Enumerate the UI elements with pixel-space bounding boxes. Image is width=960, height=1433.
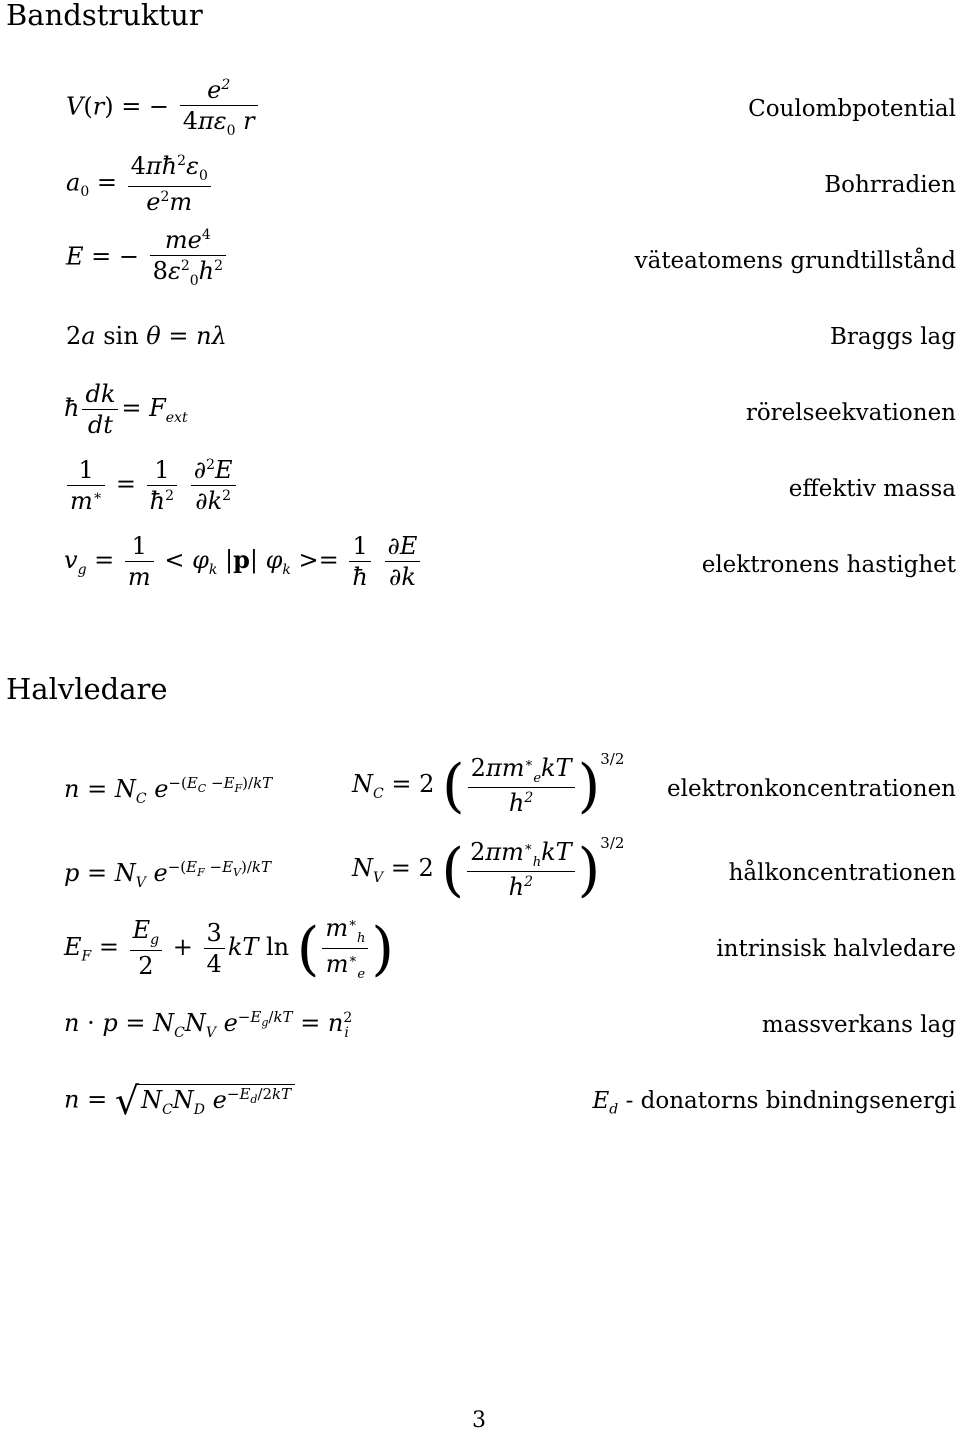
label-halkonc: hålkoncentrationen <box>728 860 956 886</box>
label-grundtillstand: väteatomens grundtillstånd <box>634 248 956 274</box>
label-elektronkonc: elektronkoncentrationen <box>667 776 956 802</box>
label-intrinsisk: intrinsisk halvledare <box>716 936 956 962</box>
page-number: 3 <box>472 1408 486 1433</box>
symbol-ed: $E_d$ <box>592 1088 619 1118</box>
label-donator-text: - donatorns bindningsenergi <box>625 1088 956 1114</box>
equation-electron-density: $n = N_C$ $e^{-(E_C -E_F)/kT}$ <box>64 774 273 807</box>
equation-mass-action-law: $n \cdot p = N_CN_V$ $e^{-E_g/kT} = n^2_i$ <box>64 1008 353 1041</box>
label-bohr: Bohrradien <box>824 172 956 198</box>
label-donator <box>592 1088 956 1118</box>
label-coulomb: Coulombpotential <box>748 96 956 122</box>
equation-coulomb-potential: V(r) = − $\frac{e^2}{4\pi\varepsilon_0 r}$ <box>66 78 261 138</box>
section-title-halvledare: Halvledare <box>6 672 168 706</box>
equation-nv-effective-density: $N_V = 2$ ( $\frac{2\pi m^∗_hkT}{h^2}$ )$^{3/2}$ <box>352 834 625 904</box>
label-rorelse: rörelseekvationen <box>745 400 956 426</box>
label-bragg: Braggs lag <box>830 324 956 350</box>
label-effektiv: effektiv massa <box>788 476 956 502</box>
equation-bragg: 2a sin θ = nλ <box>66 322 227 350</box>
equation-group-velocity: $v_g$ = $\frac{1}{m}$ < $\varphi_k$ |p| $\varphi_k$ >= $\frac{1}{ħ}$ $\frac{\partial E}{\partial k}$ <box>64 534 423 589</box>
section-title-bandstruktur: Bandstruktur <box>6 0 203 32</box>
label-hastighet: elektronens hastighet <box>701 552 956 578</box>
equation-donor-electron-density: $n = √N_CN_D$ $e^{-E_d/2kT}$ <box>64 1082 295 1120</box>
equation-bohr-radius: $a_0$ = $\frac{4\pi ħ^2\varepsilon_0}{e^2m}$ <box>66 154 214 214</box>
equation-hole-density: $p = N_V$ $e^{-(E_F -E_V)/kT}$ <box>64 858 272 891</box>
label-massverkan: massverkans lag <box>761 1012 956 1038</box>
equation-ground-state-energy: E = − $\frac{me^4}{8\varepsilon^2_0h^2}$ <box>66 228 229 288</box>
equation-effective-mass: $\frac{1}{m^∗}$ = $\frac{1}{ħ^2}$ $\frac{\partial^2E}{\partial k^2}$ <box>64 458 239 513</box>
equation-intrinsic-fermi-level: $E_F$ = $\frac{E_g}{2}$ + $\frac{3}{4}$ kT ln ( $\frac{m^∗_h}{m^∗_e}$ ) <box>64 914 395 983</box>
equation-nc-effective-density: $N_C = 2$ ( $\frac{2\pi m^∗_ekT}{h^2}$ )$^{3/2}$ <box>352 750 625 820</box>
equation-of-motion: ħ $\frac{dk}{dt}$ = $F_{ext}$ <box>64 380 188 439</box>
